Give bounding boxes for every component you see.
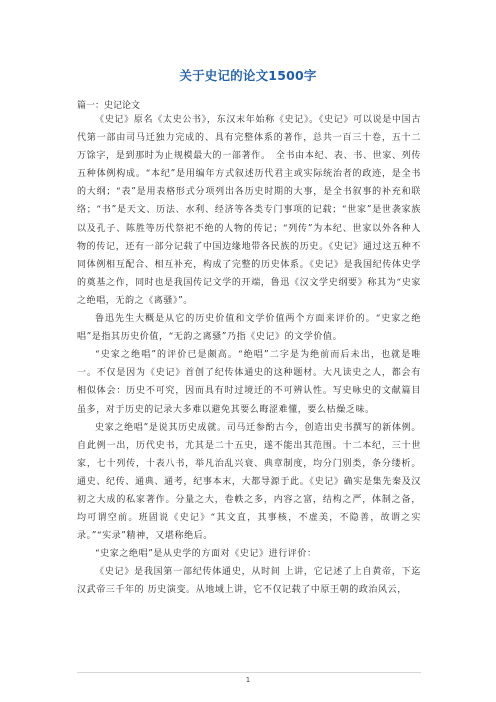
paragraph: 《史记》原名《太史公书》，东汉末年始称《史记》。《史记》可以说是中国古代第一部由司马迁独力完成的、具有完整体系的著作，总共一百三十卷，五十二万馀字，是到那时为止规模最大的一部著作。 全书由本纪、表、书、世家、列传五种体例构成。“本纪”是用编年方式叙述历代君主或实际统治者的政迹，是全书的大纲；“表”是用表格形式分项列出各历史时期的大事，是全书叙事的补充和联络；“书”是天文、历法、水利、经济等各类专门事项的记载；“世家”是世袭家族以及孔子、陈胜等历代祭祀不绝的人物的传记；“列传”为本纪、世家以外各种人物的传记，还有一部分记载了中国边缘地带各民族的历史。《史记》通过这五种不同体例相互配合、相互补充，构成了完整的历史体系。《史记》是我国纪传体史学的奠基之作，同时也是我国传记文学的开端，鲁迅《汉文学史纲要》称其为“史家之绝唱，无韵之《离骚》”。 xyxy=(77,115,421,306)
document-title: 关于史记的论文1500字 xyxy=(179,68,317,83)
paragraph: 《史记》是我国第一部纪传体通史，从时间 上讲，它记述了上自黄帝，下迄汉武帝三千年的 历史演变。从地域上讲，它不仅记载了中原王朝的政治风云， xyxy=(77,567,421,596)
document-body xyxy=(77,111,421,600)
section-heading: 篇一：史记论文 xyxy=(77,101,141,111)
footer-divider xyxy=(77,672,421,673)
paragraph: 鲁迅先生大概是从它的历史价值和文学价值两个方面来评价的。“史家之绝唱”是指其历史价值，“无韵之离骚”乃指《史记》的文学价值。 xyxy=(77,314,421,343)
paragraph: “史家之绝唱”的评价已是颇高。“绝唱”二字是为绝前而后未出，也就是唯一。不仅是因为《史记》首创了纪传体通史的这种题材。大凡读史之人，都会有相似体会：历史不可究，因而具有时过境迁的不可辨认性。写史咏史的文献篇目虽多，对于历史的记录大多难以避免其要么晦涩难懂，要么枯燥乏味。 xyxy=(77,350,421,415)
paragraph: 史家之绝唱”是说其历史成就。司马迁参酌古今，创造出史书撰写的新体例。自此例一出，历代史书，尤其是二十五史，遂不能出其范围。十二本纪，三十世家，七十列传，十表八书，举凡治乱兴衰、典章制度，均分门别类，条分缕析。通史、纪传、通典、通考，纪事本末，大都导源于此。《史记》确实是集先秦及汉初之大成的私家著作。分量之大，卷帙之多，内容之富，结构之严，体制之备，均可谓空前。班固说《史记》“其文直，其事核，不虚美，不隐善，故谓之实录。”“实录”精神，又堪称绝后。 xyxy=(77,422,421,542)
page-number: 1 xyxy=(245,676,251,684)
paragraph: “史家之绝唱”是从史学的方面对《史记》进行评价： xyxy=(95,549,317,560)
